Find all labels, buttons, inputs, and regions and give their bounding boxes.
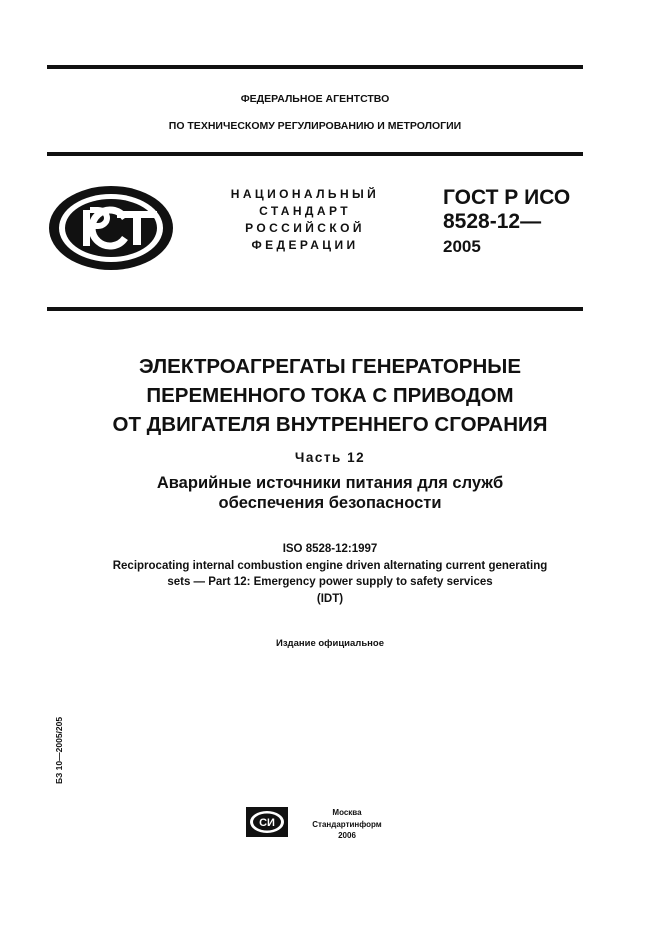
publisher-logo-text: СИ: [259, 817, 275, 829]
status-line: НАЦИОНАЛЬНЫЙ: [230, 187, 380, 201]
vertical-code-text: БЗ 10—2005/205: [54, 716, 64, 784]
standard-designation: [443, 186, 570, 259]
status-line: СТАНДАРТ: [259, 204, 351, 218]
designation-line-2: 8528-12—: [443, 210, 542, 233]
iso-title-line: Reciprocating internal combustion engine driven alternating current generating: [112, 559, 548, 572]
part-subtitle: [47, 473, 613, 513]
title-line: ПЕРЕМЕННОГО ТОКА С ПРИВОДОМ: [146, 384, 514, 407]
iso-code: ISO 8528-12:1997: [282, 543, 378, 555]
publisher-imprint: [292, 807, 402, 842]
publisher-name: Стандартинформ: [312, 819, 382, 829]
title-line: ОТ ДВИГАТЕЛЯ ВНУТРЕННЕГО СГОРАНИЯ: [112, 413, 548, 436]
top-rule: [47, 65, 583, 69]
iso-equivalence: (IDT): [316, 592, 344, 605]
title-line: ЭЛЕКТРОАГРЕГАТЫ ГЕНЕРАТОРНЫЕ: [138, 355, 522, 378]
gost-r-logo-icon: [47, 184, 175, 272]
publisher-city: Москва: [332, 808, 362, 817]
iso-title-line: sets — Part 12: Emergency power supply to safety services: [167, 576, 493, 588]
status-line: РОССИЙСКОЙ: [245, 221, 365, 235]
national-standard-label: [210, 186, 400, 254]
standartinform-logo-icon: [246, 807, 288, 837]
designation-line-1: ГОСТ Р ИСО: [443, 186, 571, 209]
iso-reference: [40, 541, 620, 607]
agency-line-1: ФЕДЕРАЛЬНОЕ АГЕНТСТВО: [240, 93, 390, 105]
part-label: Часть 12: [294, 450, 366, 465]
subtitle-line: Аварийные источники питания для служб: [156, 474, 504, 492]
status-line: ФЕДЕРАЦИИ: [251, 238, 359, 252]
designation-year: 2005: [443, 237, 481, 256]
subtitle-line: обеспечения безопасности: [218, 494, 442, 512]
agency-line-2: ПО ТЕХНИЧЕСКОМУ РЕГУЛИРОВАНИЮ И МЕТРОЛОГИИ: [168, 120, 462, 132]
publisher-year: 2006: [338, 831, 356, 840]
header-rule: [47, 152, 583, 156]
edition-label: Издание официальное: [276, 638, 384, 649]
vertical-code: [53, 696, 65, 784]
document-title: [47, 352, 613, 439]
title-rule: [47, 307, 583, 311]
